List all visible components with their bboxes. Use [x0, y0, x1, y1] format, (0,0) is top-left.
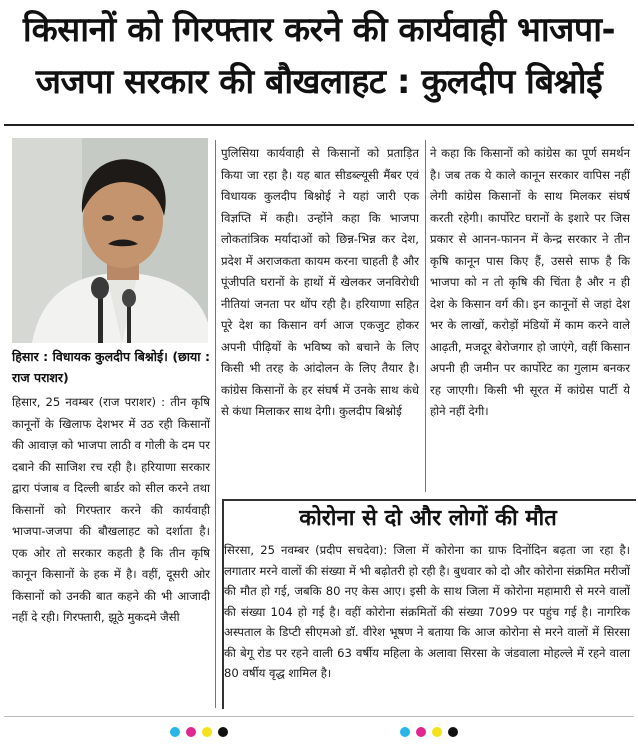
magenta-mark-icon-2	[416, 727, 426, 737]
kuldeep-bishnoi-photo	[12, 138, 208, 343]
photo-caption: हिसार : विधायक कुलदीप बिश्नोई। (छाया : राज पराशर)	[12, 349, 210, 385]
print-registration-marks	[0, 722, 638, 742]
article-column-1: हिसार, 25 नवम्बर (राज पराशर) : तीन कृषि कानूनों के खिलाफ देशभर में उठ रही किसानों की आवाज़ को भाजपा लाठी व गोली के दम पर दबाने की साजिश रच रही है। हरियाणा सरकार द्वारा पंजाब व दिल्ली बार्डर को सील करने तथा किसानों को गिरफ्तार करने की कार्यवाही भाजपा-जजपा की बौखलाहट को दर्शाता है। एक ओर तो सरकार कहती है कि तीन कृषि कानून किसानों के हक में है। वहीं, दूसरी ओर किसानों को उनकी बात कहने की भी आजादी नहीं दे रही। गिरफ्तारी, झूठे मुकदमे जैसी	[12, 395, 210, 624]
column-divider-1	[215, 140, 216, 708]
headline-line-1: किसानों को गिरफ्तार करने की कार्यवाही भाजपा-	[22, 10, 616, 50]
corona-article-body: सिरसा, 25 नवम्बर (प्रदीप सचदेवा): जिला में कोरोना का ग्राफ दिनोंदिन बढ़ता जा रहा है। लगातार मरने वालों की संख्या में भी बढ़ोतरी हो रही है। बुधवार को दो और कोरोना संक्रमित मरीजों की मौत हो गई, जबकि 80 नए केस आए। इसी के साथ जिला में कोरोना महामारी से मरने वालों की संख्या 104 हो गई है। वहीं कोरोना संक्रमितों की संख्या 7099 पर पहुंच गई है। नागरिक अस्पताल के डिप्टी सीएमओ डॉ. वीरेश भूषण ने बताया कि आज कोरोना से मरने वालों में सिरसा की बेगू रोड पर रहने वाली 63 वर्षीय महिला के अलावा सिरसा के जंडवाला मोहल्ले में रहने वाला 80 वर्षीय वृद्ध शामिल है।	[224, 543, 630, 680]
black-mark-icon	[218, 727, 228, 737]
article-column-2: पुलिसिया कार्यवाही से किसानों को प्रताड़ित किया जा रहा है। यह बात सीडब्ल्यूसी मैंबर एवं विधायक कुलदीप बिश्नोई ने यहां जारी एक विज्ञप्ति में कही। उन्होंने कहा कि भाजपा लोकतांत्रिक मर्यादाओं को छिन्न-भिन्न कर देश, प्रदेश में अराजकता कायम करना चाहती है और पूंजीपति घरानों के हाथों में खेलकर जनविरोधी नीतियां जनता पर थोंप रही है। हरियाणा सहित पूरे देश का किसान वर्ग आज एकजुट होकर अपनी पीढ़ियों के भविष्य को बचाने के लिए किसी भी तरह के आंदोलन के लिए तैयार है। कांग्रेस किसानों के हर संघर्ष में उनके साथ कंधे से कंधा मिलाकर साथ देगी। कुलदीप बिश्नोई	[221, 146, 419, 418]
magenta-mark-icon	[186, 727, 196, 737]
corona-headline: कोरोना से दो और लोगों की मौत	[299, 506, 557, 531]
cyan-mark-icon-2	[400, 727, 410, 737]
headline	[0, 4, 638, 108]
cyan-mark-icon	[170, 727, 180, 737]
yellow-mark-icon	[202, 727, 212, 737]
headline-line-2: जजपा सरकार की बौखलाहट : कुलदीप बिश्नोई	[35, 62, 603, 102]
column-divider-2	[425, 140, 426, 492]
bottom-rule	[4, 716, 634, 717]
portrait-illustration	[12, 138, 208, 343]
yellow-mark-icon-2	[432, 727, 442, 737]
black-mark-icon-2	[448, 727, 458, 737]
headline-rule	[4, 124, 634, 126]
article-column-3: ने कहा कि किसानों को कांग्रेस का पूर्ण समर्थन है। जब तक ये काले कानून सरकार वापिस नहीं लेगी कांग्रेस किसानों के साथ मिलकर संघर्ष करती रहेगी। कार्पोरेट घरानों के इशारे पर जिस प्रकार से आनन-फानन में केन्द्र सरकार ने तीन कृषि कानून पास किए हैं, उससे साफ है कि भाजपा को न तो कृषि की चिंता है और न ही देश के किसान वर्ग की। इन कानूनों से जहां देश भर के लाखों, करोड़ों मंडियों में काम करने वाले आढ़ती, मजदूर बेरोजगार हो जाएंगे, वहीं किसान अपनी ही जमीन पर कार्पोरेट का गुलाम बनकर रह जाएगी। किसी भी सूरत में कांग्रेस पार्टी ये होने नहीं देगी।	[430, 146, 630, 418]
